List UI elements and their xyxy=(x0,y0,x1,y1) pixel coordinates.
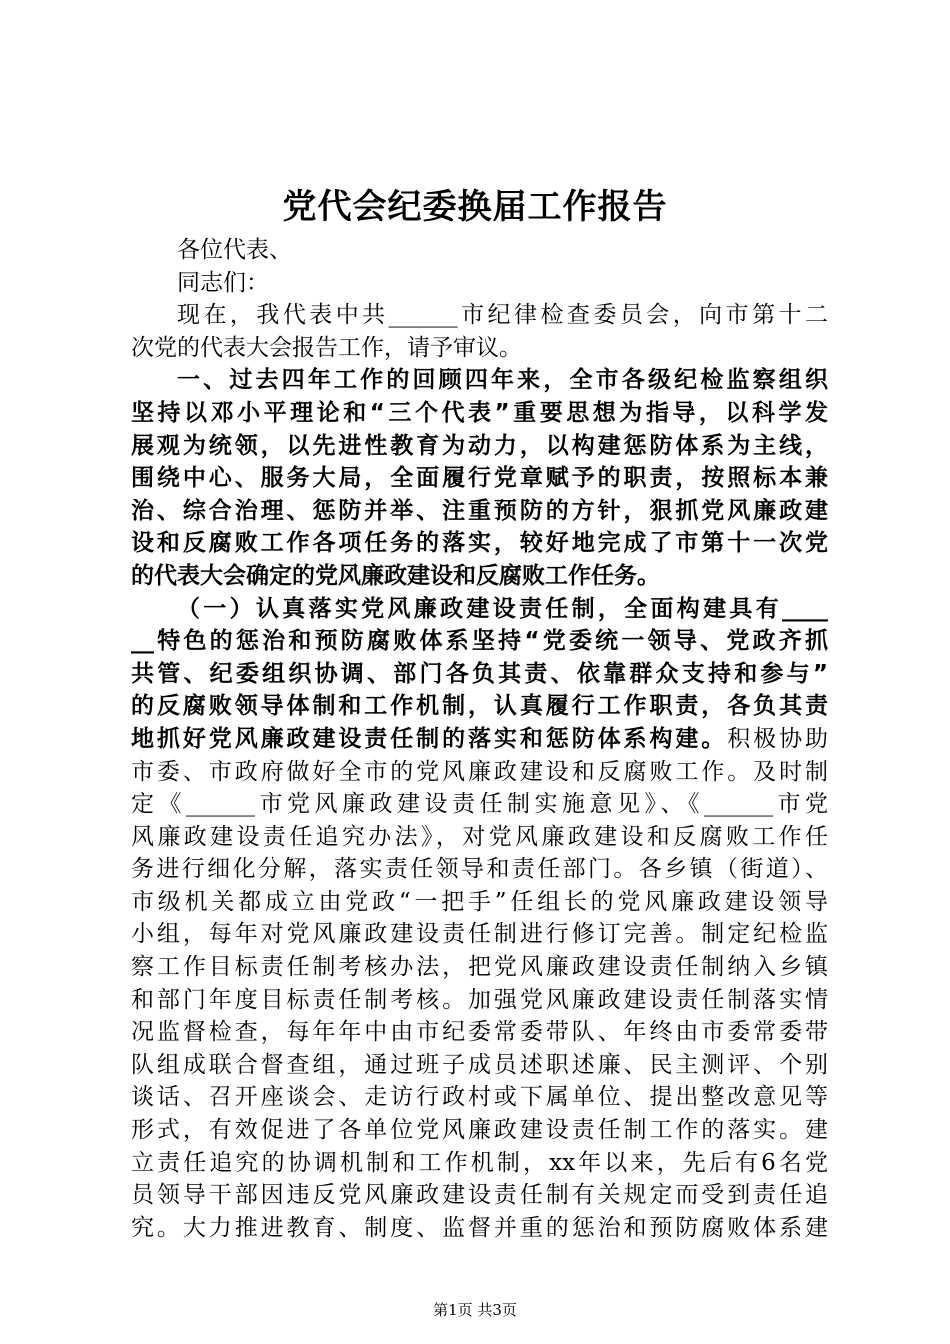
text-line: 况监督检查，每年年中由市纪委常委带队、年终由市委常委带 xyxy=(131,1019,828,1046)
text-line: 次党的代表大会报告工作，请予审议。 xyxy=(131,334,522,361)
text-line: __特色的惩治和预防腐败体系坚持“党委统一领导、党政齐抓 xyxy=(131,628,828,655)
text-line: 一、过去四年工作的回顾四年来，全市各级纪检监察组织 xyxy=(177,367,828,394)
text-line: 的反腐败领导体制和工作机制，认真履行工作职责，各负其责 xyxy=(131,693,828,720)
text-line: 治、综合治理、惩防并举、注重预防的方针，狠抓党风廉政建 xyxy=(131,497,828,524)
document-body xyxy=(131,234,828,1244)
text-line: 究。大力推进教育、制度、监督并重的惩治和预防腐败体系建 xyxy=(131,1214,828,1241)
page-footer: 第1页 共3页 xyxy=(433,1301,517,1319)
text-line: 共管、纪委组织协调、部门各负其责、依靠群众支持和参与” xyxy=(131,660,828,687)
text-line: 坚持以邓小平理论和“三个代表”重要思想为指导，以科学发 xyxy=(131,399,828,426)
text-line: 察工作目标责任制考核办法，把党风廉政建设责任制纳入乡镇 xyxy=(131,954,828,981)
text-line: 员领导干部因违反党风廉政建设责任制有关规定而受到责任追 xyxy=(131,1182,828,1209)
text-line: 的代表大会确定的党风廉政建设和反腐败工作任务。 xyxy=(131,562,660,589)
text-line: 立责任追究的协调机制和工作机制，xx年以来，先后有6名党 xyxy=(131,1149,828,1176)
text-line: 设和反腐败工作各项任务的落实，较好地完成了市第十一次党 xyxy=(131,530,828,557)
text-line: 现在，我代表中共______市纪律检查委员会，向市第十二 xyxy=(177,302,828,329)
text-line: 形式，有效促进了各单位党风廉政建设责任制工作的落实。建 xyxy=(131,1117,828,1144)
text-line: （一）认真落实党风廉政建设责任制，全面构建具有____ xyxy=(177,595,828,622)
document-title: 党代会纪委换届工作报告 xyxy=(282,187,668,227)
text-line: 展观为统领，以先进性教育为动力，以构建惩防体系为主线， xyxy=(131,432,828,459)
text-line: 务进行细化分解，落实责任领导和责任部门。各乡镇（街道）、 xyxy=(131,856,828,883)
normal-segment: 积极协助 xyxy=(727,725,828,752)
text-line: 各位代表、 xyxy=(177,237,292,263)
text-line: 市委、市政府做好全市的党风廉政建设和反腐败工作。及时制 xyxy=(131,758,828,785)
text-line: 市级机关都成立由党政“一把手”任组长的党风廉政建设领导 xyxy=(131,888,828,915)
text-line: 谈话、召开座谈会、走访行政村或下属单位、提出整改意见等 xyxy=(131,1084,828,1111)
text-line: 和部门年度目标责任制考核。加强党风廉政建设责任制落实情 xyxy=(131,986,828,1013)
bold-segment: 地抓好党风廉政建设责任制的落实和惩防体系构建。 xyxy=(131,725,728,752)
text-line xyxy=(131,723,828,756)
text-line: 风廉政建设责任追究办法》，对党风廉政建设和反腐败工作任 xyxy=(131,823,828,850)
text-line: 同志们： xyxy=(177,269,269,296)
text-line: 队组成联合督查组，通过班子成员述职述廉、民主测评、个别 xyxy=(131,1051,828,1078)
text-line: 围绕中心、服务大局，全面履行党章赋予的职责，按照标本兼 xyxy=(131,465,828,492)
text-line: 定《______市党风廉政建设责任制实施意见》、《______市党 xyxy=(131,791,828,818)
text-line: 小组，每年对党风廉政建设责任制进行修订完善。制定纪检监 xyxy=(131,921,828,948)
